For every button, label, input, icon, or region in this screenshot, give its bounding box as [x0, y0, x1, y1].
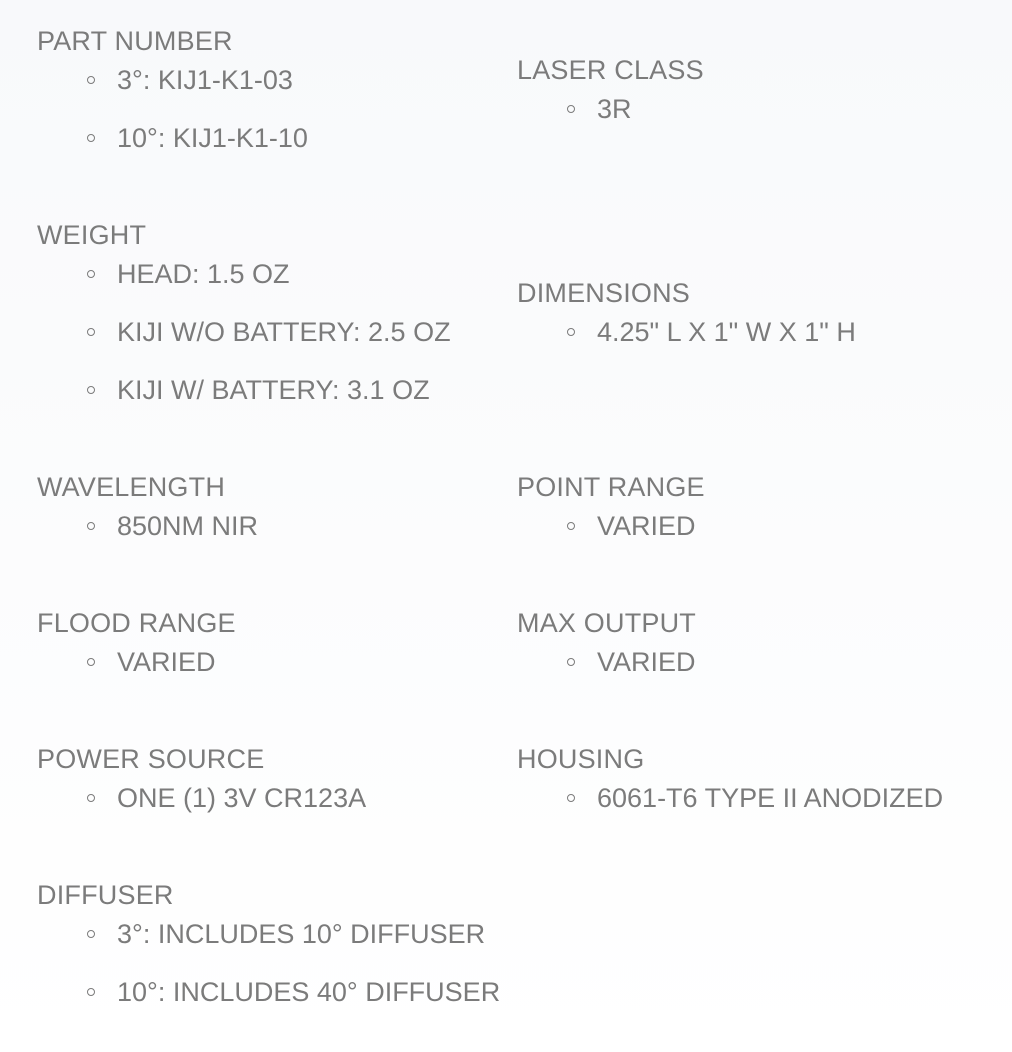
- spec-label: DIMENSIONS: [517, 278, 691, 308]
- spec-list: [517, 513, 705, 540]
- list-item: [597, 649, 696, 676]
- list-item-text: KIJI W/ BATTERY: 3.1 OZ: [117, 375, 430, 405]
- bullet-circle-icon: [87, 328, 95, 336]
- list-item-text: 4.25" L X 1" W X 1" H: [597, 317, 856, 347]
- bullet-circle-icon: [567, 328, 575, 336]
- list-item: [597, 319, 856, 346]
- list-item-text: 10°: KIJ1-K1-10: [117, 123, 308, 153]
- list-item-text: VARIED: [117, 647, 216, 677]
- spec-label: FLOOD RANGE: [37, 608, 236, 638]
- bullet-circle-icon: [87, 386, 95, 394]
- spec-label: DIFFUSER: [37, 880, 174, 910]
- list-item: [117, 785, 366, 812]
- spec-power-source: [37, 746, 366, 812]
- spec-housing: [517, 746, 943, 812]
- spec-label: WEIGHT: [37, 220, 147, 250]
- bullet-circle-icon: [87, 988, 95, 996]
- list-item-text: VARIED: [597, 511, 696, 541]
- spec-list: [37, 649, 236, 676]
- bullet-circle-icon: [567, 105, 575, 113]
- list-item-text: VARIED: [597, 647, 696, 677]
- spec-label: POWER SOURCE: [37, 744, 265, 774]
- list-item: [117, 979, 500, 1006]
- list-item-text: ONE (1) 3V CR123A: [117, 783, 367, 813]
- spec-diffuser: [37, 882, 500, 1006]
- spec-point-range: [517, 474, 705, 540]
- bullet-circle-icon: [567, 794, 575, 802]
- spec-list: [37, 921, 500, 1006]
- list-item: [117, 319, 451, 346]
- bullet-circle-icon: [567, 658, 575, 666]
- spec-wavelength: [37, 474, 258, 540]
- list-item: [117, 67, 308, 94]
- bullet-circle-icon: [87, 930, 95, 938]
- list-item-text: 3°: KIJ1-K1-03: [117, 65, 293, 95]
- list-item: [597, 513, 705, 540]
- bullet-circle-icon: [87, 76, 95, 84]
- spec-dimensions: [517, 280, 856, 346]
- list-item-text: 3R: [597, 94, 632, 124]
- spec-list: [37, 785, 366, 812]
- list-item: [597, 96, 704, 123]
- spec-list: [517, 96, 704, 123]
- spec-part-number: [37, 28, 308, 152]
- spec-label: MAX OUTPUT: [517, 608, 697, 638]
- list-item: [117, 377, 451, 404]
- spec-list: [37, 513, 258, 540]
- spec-label: POINT RANGE: [517, 472, 705, 502]
- list-item: [117, 125, 308, 152]
- bullet-circle-icon: [87, 522, 95, 530]
- bullet-circle-icon: [87, 134, 95, 142]
- list-item-text: KIJI W/O BATTERY: 2.5 OZ: [117, 317, 451, 347]
- spec-list: [517, 785, 943, 812]
- spec-label: LASER CLASS: [517, 55, 704, 85]
- spec-list: [517, 649, 696, 676]
- list-item-text: 850NM NIR: [117, 511, 259, 541]
- bullet-circle-icon: [87, 658, 95, 666]
- spec-list: [37, 261, 451, 404]
- bullet-circle-icon: [567, 522, 575, 530]
- list-item: [117, 921, 500, 948]
- spec-max-output: [517, 610, 696, 676]
- list-item: [117, 513, 258, 540]
- spec-weight: [37, 222, 451, 404]
- spec-flood-range: [37, 610, 236, 676]
- list-item-text: 10°: INCLUDES 40° DIFFUSER: [117, 977, 501, 1007]
- list-item-text: 6061-T6 TYPE II ANODIZED: [597, 783, 944, 813]
- spec-label: WAVELENGTH: [37, 472, 226, 502]
- spec-label: HOUSING: [517, 744, 645, 774]
- spec-laser-class: [517, 57, 704, 123]
- list-item: [117, 649, 236, 676]
- list-item: [597, 785, 943, 812]
- list-item-text: HEAD: 1.5 OZ: [117, 259, 290, 289]
- bullet-circle-icon: [87, 270, 95, 278]
- spec-label: PART NUMBER: [37, 26, 233, 56]
- bullet-circle-icon: [87, 794, 95, 802]
- spec-list: [517, 319, 856, 346]
- list-item-text: 3°: INCLUDES 10° DIFFUSER: [117, 919, 486, 949]
- list-item: [117, 261, 451, 288]
- spec-list: [37, 67, 308, 152]
